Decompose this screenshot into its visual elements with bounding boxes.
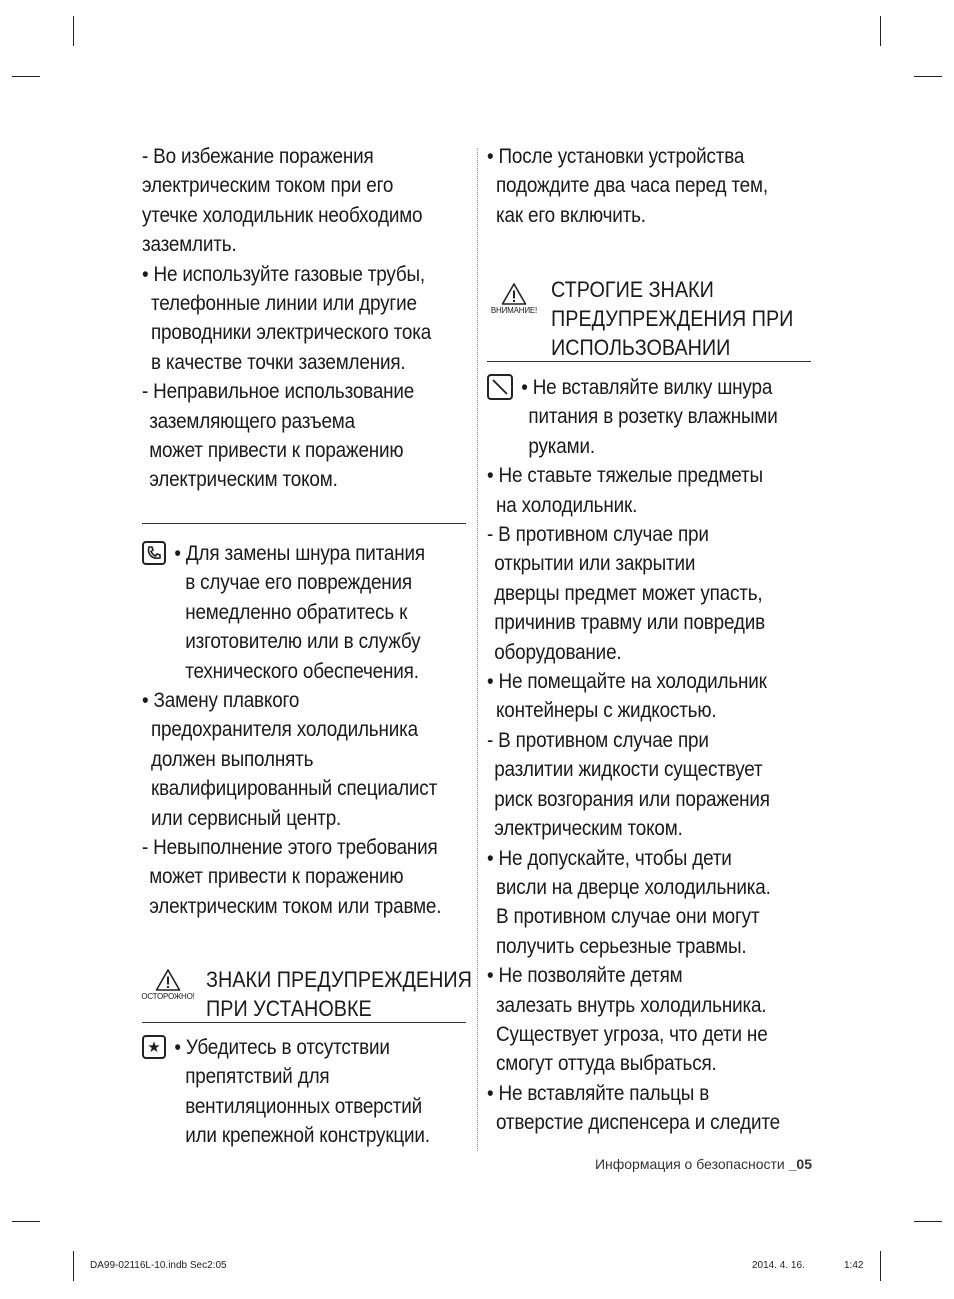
text-line: заземляющего разъема	[149, 409, 355, 433]
caution-sign	[138, 968, 198, 1001]
right-block-rules	[487, 373, 817, 1138]
text-line: разлитии жидкости существует	[494, 758, 763, 782]
text-line: дверцы предмет может упасть,	[494, 581, 763, 605]
heading-line: ИСПОЛЬЗОВАНИИ	[551, 335, 731, 360]
text-line: - В противном случае при	[487, 523, 709, 547]
text-line: квалифицированный специалист	[151, 777, 438, 801]
text-line: может привести к поражению	[149, 865, 404, 889]
text-line: висли на дверце холодильника.	[496, 875, 771, 899]
crop-mark	[914, 1221, 942, 1222]
text-line: • Для замены шнура питания	[174, 542, 425, 565]
warning-sign	[484, 282, 544, 315]
text-line: • Не вставляйте вилку шнура	[521, 376, 773, 399]
slug-filename: DA99-02116L-10.indb Sec2:05	[90, 1260, 227, 1271]
section-heading-installation	[206, 965, 472, 1023]
crop-mark	[12, 1221, 40, 1222]
text-line: • Не допускайте, чтобы дети	[487, 846, 732, 870]
warning-triangle-icon	[155, 968, 181, 992]
text-line: - Во избежание поражения	[142, 145, 374, 168]
text-line: немедленно обратитесь к	[185, 600, 408, 624]
text-line: • Не вставляйте пальцы в	[487, 1081, 710, 1105]
text-line: подождите два часа перед тем,	[496, 174, 768, 198]
text-line: руками.	[528, 434, 595, 458]
text-line: питания в розетку влажными	[528, 405, 778, 429]
text-line: вентиляционных отверстий	[185, 1094, 423, 1118]
warning-triangle-icon	[501, 282, 527, 306]
heading-underline	[487, 361, 811, 362]
text-line: на холодильник.	[496, 493, 638, 517]
section-heading-usage	[551, 275, 793, 362]
crop-mark	[73, 16, 74, 46]
text-line: может привести к поражению	[149, 439, 404, 463]
text-line: - Невыполнение этого требования	[142, 836, 438, 860]
right-block-waiting	[487, 142, 817, 230]
star-icon: ★	[142, 1035, 166, 1059]
slug-time: 1:42	[844, 1260, 864, 1271]
text-line: или сервисный центр.	[151, 806, 342, 830]
caution-label: ОСТОРОЖНО!	[141, 992, 195, 1001]
text-line: • После установки устройства	[487, 145, 745, 168]
left-block-service	[142, 539, 472, 921]
column-divider	[477, 148, 478, 1151]
page-footer	[595, 1156, 812, 1172]
text-line: электрическим током.	[149, 468, 338, 492]
text-line: смогут оттуда выбраться.	[496, 1052, 717, 1076]
text-line: предохранителя холодильника	[151, 718, 418, 742]
text-line: получить серьезные травмы.	[496, 934, 747, 958]
crop-mark	[880, 16, 881, 46]
text-line: • Не помещайте на холодильник	[487, 670, 767, 694]
text-line: В противном случае они могут	[496, 905, 760, 929]
page-number: _05	[788, 1156, 812, 1172]
text-line: причинив травму или повредив	[494, 611, 765, 635]
heading-line: ЗНАКИ ПРЕДУПРЕЖДЕНИЯ	[206, 967, 472, 992]
text-line: препятствий для	[185, 1065, 330, 1089]
text-line: • Замену плавкого	[142, 689, 300, 713]
text-line: • Не используйте газовые трубы,	[142, 262, 425, 286]
text-line: риск возгорания или поражения	[494, 787, 770, 811]
text-line: - Неправильное использование	[142, 380, 415, 404]
crop-mark	[73, 1251, 74, 1281]
text-line: • Убедитесь в отсутствии	[174, 1036, 390, 1059]
text-line: контейнеры с жидкостью.	[496, 699, 717, 723]
heading-line: СТРОГИЕ ЗНАКИ	[551, 277, 714, 302]
text-line: • Не ставьте тяжелые предметы	[487, 464, 763, 488]
text-line: в случае его повреждения	[185, 571, 412, 595]
left-block-ventilation	[142, 1033, 472, 1151]
text-line: телефонные линии или другие	[151, 292, 417, 316]
heading-underline	[142, 1022, 466, 1023]
text-line: • Не позволяйте детям	[487, 964, 683, 988]
warning-label: ВНИМАНИЕ!	[490, 306, 538, 315]
text-line: залезать внутрь холодильника.	[496, 993, 767, 1017]
text-line: как его включить.	[496, 203, 646, 227]
text-line: в качестве точки заземления.	[151, 350, 406, 374]
text-line: изготовителю или в службу	[185, 630, 421, 654]
left-block-grounding	[142, 142, 472, 495]
text-line: технического обеспечения.	[185, 659, 419, 683]
section-divider	[142, 523, 466, 524]
heading-line: ПРИ УСТАНОВКЕ	[206, 996, 372, 1021]
text-line: - В противном случае при	[487, 728, 709, 752]
text-line: электрическим током или травме.	[149, 894, 442, 918]
slug-date: 2014. 4. 16.	[752, 1260, 805, 1271]
text-line: утечке холодильник необходимо	[142, 203, 423, 227]
text-line: заземлить.	[142, 233, 237, 257]
text-line: оборудование.	[494, 640, 622, 664]
text-line: электрическим током.	[494, 817, 683, 841]
text-line: или крепежной конструкции.	[185, 1124, 430, 1148]
text-line: электрическим током при его	[142, 174, 394, 198]
text-line: отверстие диспенсера и следите	[496, 1111, 781, 1135]
heading-line: ПРЕДУПРЕЖДЕНИЯ ПРИ	[551, 306, 794, 331]
crop-mark	[914, 76, 942, 77]
text-line: проводники электрического тока	[151, 321, 432, 345]
text-line: Существует угроза, что дети не	[496, 1022, 768, 1046]
footer-section-title: Информация о безопасности	[594, 1156, 789, 1172]
text-line: должен выполнять	[151, 747, 314, 771]
text-line: открытии или закрытии	[494, 552, 696, 576]
crop-mark	[880, 1251, 881, 1281]
crop-mark	[12, 76, 40, 77]
